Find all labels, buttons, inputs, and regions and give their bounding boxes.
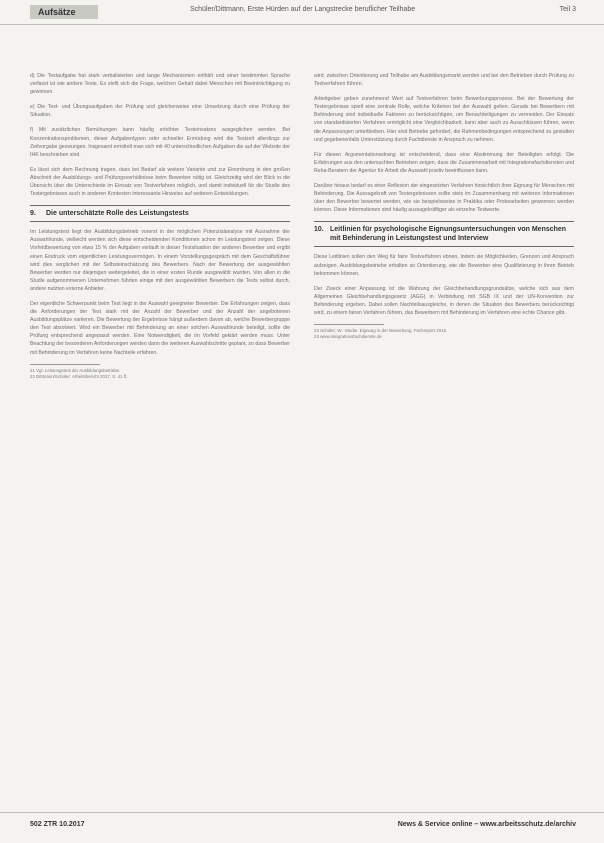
page-info: 502 ZTR 10.2017	[30, 821, 85, 828]
paragraph: Der Zweck einer Anpassung ist die Wahrung der Gleichbehandlungsgrundsätze, welche sich aus dem Allgemeinen Gleichbehandlungsgesetz (AGG) in Verbindung mit SGB IX und der UN-Konvention zur Behinderung ergeben. Dabei sollen Nachteilsausgleiche, in denen die Situation des Bewerbers berücksichtigt wird, zu einem fairen Verfahren führen, das Bewerbern mit Behinderung im Verfahren eine echte Chance gibt.	[314, 285, 574, 316]
right-column	[314, 72, 574, 340]
section-heading-10	[314, 221, 574, 247]
footnote-divider	[30, 364, 100, 365]
paragraph: Im Leistungstest liegt der Ausbildungsbetrieb vorerst in der möglichen Potenzialanalyse mit Ausnahme der Auswahlrunde, vielleicht werden sich diese entscheidenden Konditionen schon im Leistungstest zeigen. Diese Vorfeldbewertung von etwa 15 % der Aufgaben verläuft in dieser Testsituation der anderen Bewerber und ergibt einen Eindruck vom eigentlichen Leistungsvermögen. In einem Vorstellungsgespräch mit dem Geschäftsführer wird dies verglichen mit der Selbsteinschätzung des Bewerbers. Nach der Bewertung der ausgewählten Bewerber werden nur diejenigen weitergeleitet, die in einer ersten Runde ausgewählt wurden. Von allen in die Studie aufgenommenen Unternehmen führten einige mit den ausgewählten Bewerbern die Tests selbst durch, andere nutzten externe Anbieter.	[30, 229, 290, 292]
left-column	[30, 72, 290, 380]
page-footer	[0, 812, 604, 843]
paragraph: Es lässt sich dem Rechnung tragen, dass bei Bedarf als weitere Variante und zur Einordnung in den großen Abschnitt der Ausbildungs- und Prüfungsverhältnisse beim Bewerber nötig ist. Gleichzeitig wird der Blick in die Übersicht über die Unterschiede im Einsatz von Testverfahren möglich, und damit individuell für die Studie des Testergebnisses auch in anderen Kontexten interessante Hinweise auf weiteren Entwicklungen.	[30, 166, 290, 198]
part-label: Teil 3	[559, 6, 576, 13]
paragraph: e) Die Test- und Übungsaufgaben der Prüfung und gleicherweise eine Umsetzung durch eine Prüfung der Situation.	[30, 104, 290, 119]
footnote: 23 Schüler, W.: Studie. Eignung in der Bewerbung, Fachreport 2016.	[314, 328, 448, 334]
section-number: 10.	[314, 226, 324, 234]
section-number: 9.	[30, 210, 36, 218]
publisher-link[interactable]: News & Service online – www.arbeitsschutz.de/archiv	[397, 821, 576, 828]
footnote: 22 Dittmann/Schüler: Arbeitsbericht 2017, S. 41 ff.	[30, 373, 128, 379]
running-title: Schüler/Dittmann, Erste Hürden auf der Langstrecke beruflicher Teilhabe	[190, 6, 416, 13]
paragraph: Arbeitgeber geben zunehmend Wert auf Testverfahren beim Bewerbungsprozess. Bei der Bewertung der Testergebnisse spielt eine zentrale Rolle, welche Kriterien bei der Auswahl gelten. Gerade bei Bewerbern mit Behinderung sind individuelle Faktoren zu berücksichtigen, um Benachteiligungen zu vermeiden. Der Einsatz von standardisierten Verfahren ermöglicht eine Vergleichbarkeit, kann aber auch zu Ausschlüssen führen, wenn die Anpassungen unterbleiben. Hier sind Betriebe gefordert, die Rahmenbedingungen entsprechend zu gestalten und gegebenenfalls Unterstützung durch Fachdienste in Anspruch zu nehmen.	[314, 96, 574, 143]
page-header	[0, 0, 604, 25]
footnote: 21 Vgl. Leistungstest der Ausbildungsbetriebe.	[30, 367, 121, 373]
paragraph: Darüber hinaus bedarf es einer Reflexion der eingesetzten Verfahren hinsichtlich ihrer Eignung für Menschen mit Behinderung. Die Aussagekraft von Testergebnissen sollte stets im Zusammenhang mit weiteren Informationen über den Bewerber bewertet werden, wie sie beispielsweise in Praktika oder Probearbeiten gewonnen werden können. Diese Informationen sind häufig aussagekräftiger als einzelne Testwerte.	[314, 183, 574, 214]
paragraph: wird, zwischen Orientierung und Teilhabe am Ausbildungsmarkt werden und bei den Betrieben durch Prüfung zu Testverfahren führen.	[314, 73, 574, 88]
section-title: Die unterschätzte Rolle des Leistungstests	[46, 210, 189, 218]
section-heading-9	[30, 205, 290, 222]
paragraph: f) Mit zusätzlichen Bemühungen kann häufig erhöhter Testeinsatzes ausgeglichen werden. Bei Konzentrationsproblemen, dieser Aufgabentypen oder schneller Ermüdung wird die Testzeit allerdings zur Zeitvorgabe gezwungen. Insgesamt ermittelt man sich mit 40 unterschiedlichen Aufgaben die auf der Website der IHK beschrieben sind.	[30, 127, 290, 158]
paragraph: d) Die Testaufgabe hat stark verbalisierten und lange Mechanismen enthält und einer bestimmten Sprache verfasst ist wie andere Texte. Es stellt sich die Frage, welchen Gehalt dabei Menschen mit Beeinträchtigung zu gewinnen.	[30, 73, 290, 96]
paragraph: Für diesen Argumentationsstrang ist entscheidend, dass eine Abstimmung der Beteiligten erfolgt. Die Erfahrungen aus den untersuchten Betrieben zeigen, dass die Zusammenarbeit mit Integrationsfachdiensten und Reha-Beratern der Agentur für Arbeit die Auswahl positiv beeinflussen kann.	[314, 151, 574, 174]
footnote-divider	[314, 324, 384, 325]
paragraph: Diese Leitlinien sollen den Weg für faire Testverfahren ebnen, indem sie Möglichkeiten, Grenzen und Anspruch aufzeigen. Ausbildungsbetriebe erhalten so Orientierung, wie die Bewerber eine Qualifizierung in ihren Betrieb bekommen können.	[314, 254, 574, 277]
section-tag: Aufsätze	[30, 5, 98, 19]
paragraph: Der eigentliche Schwerpunkt beim Test liegt in der Auswahl geeigneter Bewerber. Die Erfahrungen zeigen, dass die Anforderungen der Test stark mit der Anzahl der Bewerber und der Anzahl der angebotenen Ausbildungsplätze variieren. Die Bewertung der Ergebnisse hängt außerdem davon ab, welche Bewerbergruppe den Test absolviert. Wird ein Bewerber mit Behinderung an einer solchen Auswahlrunde beteiligt, sollte die Prüfung entsprechend angepasst werden. Eine Notwendigkeit, die im Vorfeld geklärt werden muss. Unter Beachtung der besonderen Anforderungen werden dann die weiteren Auswahlschritte geplant, so dass Bewerber mit Behinderung im Verfahren keine Nachteile erfahren.	[30, 300, 290, 356]
section-title: Leitlinien für psychologische Eignungsuntersuchungen von Menschen mit Behinderung in Leistungstest und Interview	[330, 226, 567, 243]
footnote: 24 www.integrationsfachdienste.de	[314, 334, 382, 340]
